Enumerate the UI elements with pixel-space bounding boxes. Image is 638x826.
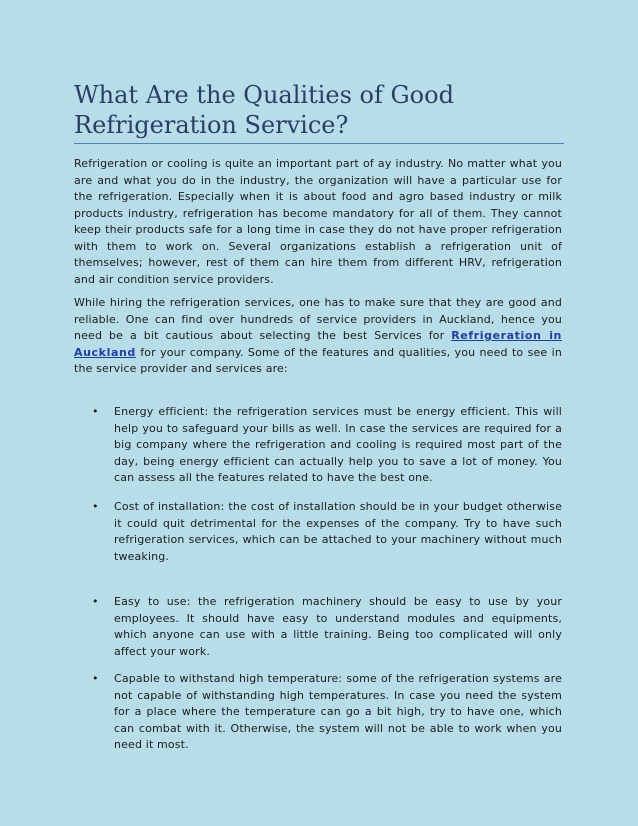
- list-item-text: Easy to use: the refrigeration machinery should be easy to use by your employees. It should have easy to understand modules and equipments, which anyone can use with a little training. Being too complicated will only affect your work.: [114, 595, 562, 658]
- hiring-paragraph: [74, 295, 562, 378]
- intro-paragraph: Refrigeration or cooling is quite an important part of ay industry. No matter what you are and what you do in the industry, the organization will have a particular use for the refrigeration. Especially when it is about food and agro based industry or milk products industry, refrigeration has become mandatory for all of them. They cannot keep their products safe for a long time in case they do not have proper refrigeration with them to work on. Several organizations establish a refrigeration unit of themselves; however, rest of them can hire them from different HRV, refrigeration and air condition service providers.: [74, 157, 562, 286]
- bullet-icon: •: [92, 595, 99, 608]
- title-underline-rule: [74, 143, 564, 144]
- list-item-text: Capable to withstand high temperature: some of the refrigeration systems are not capable of withstanding high temperatures. In case you need the system for a place where the temperature can go a bit high, try to have one, which can combat with it. Otherwise, the system will not be able to work when you need it most.: [114, 672, 562, 751]
- bullet-icon: •: [92, 672, 99, 685]
- hiring-paragraph-text-before-link: While hiring the refrigeration services, one has to make sure that they are good and reliable. One can find over hundreds of service providers in Auckland, hence you need be a bit cautious about selecting the best Services for: [74, 296, 562, 342]
- list-item-text: Energy efficient: the refrigeration services must be energy efficient. This will help you to safeguard your bills as well. In case the services are required for a big company where the refrigeration and cooling is required most part of the day, being energy efficient can actually help you to save a lot of money. You can assess all the features related to have the best one.: [114, 405, 562, 484]
- hiring-paragraph-text-after-link: for your company. Some of the features and qualities, you need to see in the service provider and services are:: [74, 345, 562, 375]
- list-item-text: Cost of installation: the cost of installation should be in your budget otherwise it could quit detrimental for the expenses of the company. Try to have such refrigeration services, which can be attached to your machinery without much tweaking.: [114, 500, 562, 563]
- refrigeration-in-auckland-link[interactable]: Refrigeration in Auckland: [74, 329, 562, 359]
- page-title: What Are the Qualities of Good Refrigeration Service?: [74, 81, 454, 139]
- bullet-icon: •: [92, 405, 99, 418]
- bullet-icon: •: [92, 500, 99, 513]
